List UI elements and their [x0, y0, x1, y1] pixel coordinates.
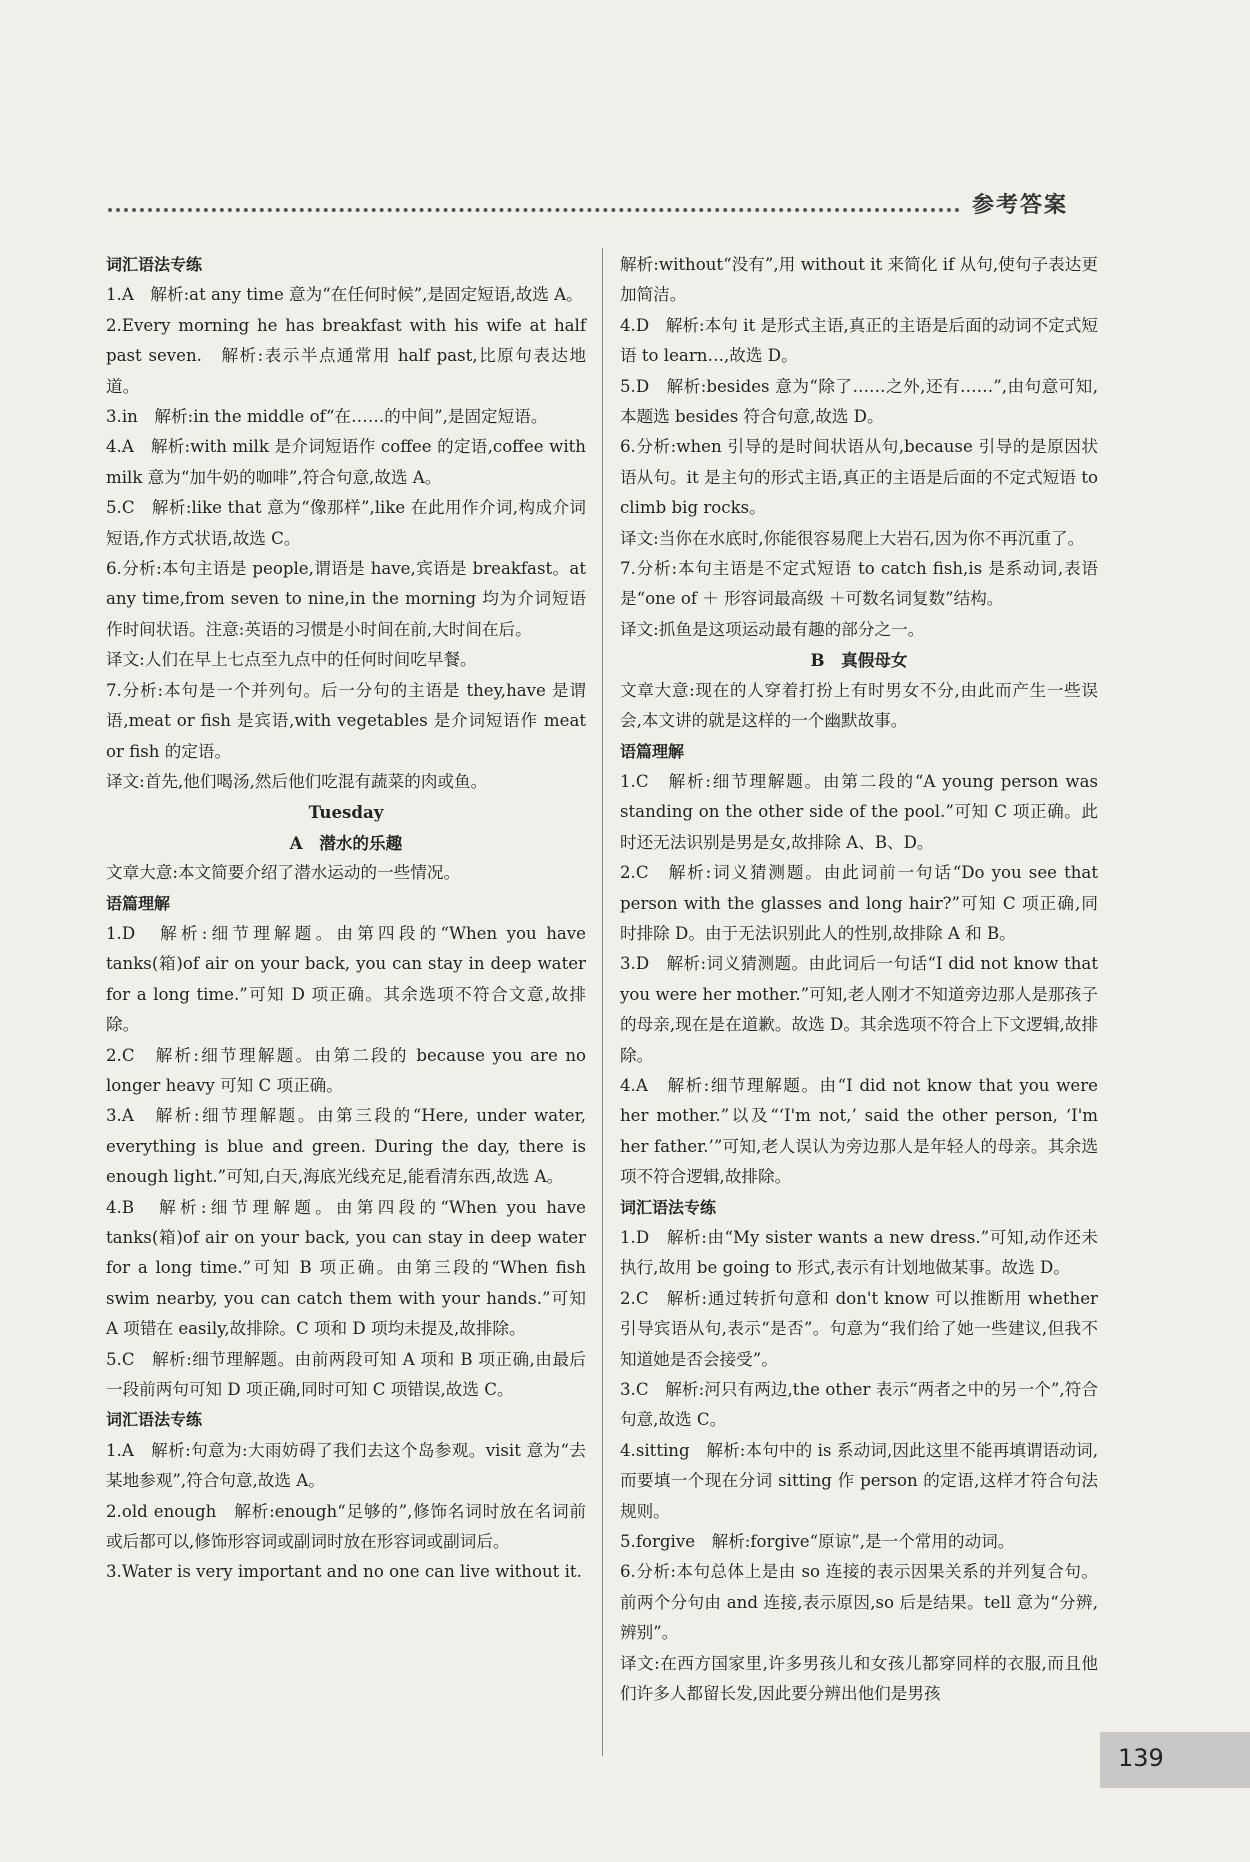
answer-paragraph: 3.in 解析:in the middle of“在……的中间”,是固定短语。: [106, 407, 548, 427]
answer-paragraph: 5.C 解析:细节理解题。由前两段可知 A 项和 B 项正确,由最后一段前两句可知 D 项正确,同时可知 C 项错误,故选 C。: [106, 1349, 586, 1400]
answer-paragraph: 译文:当你在水底时,你能很容易爬上大岩石,因为你不再沉重了。: [620, 528, 1085, 548]
answer-paragraph: 译文:在西方国家里,许多男孩儿和女孩儿都穿同样的衣服,而且他们许多人都留长发,因此要分辨出他们是男孩: [620, 1653, 1098, 1704]
answer-paragraph: 4.B 解析:细节理解题。由第四段的“When you have tanks(箱)of air on your back, you can stay in deep water for a long time.”可知 B 项正确。由第三段的“When fish swim nearby, you can catch them with your hands.”可知 A 项错在 easily,故排除。C 项和 D 项均未提及,故排除。: [106, 1197, 586, 1339]
section-heading: 词汇语法专练: [106, 1410, 203, 1430]
answer-paragraph: 7.分析:本句是一个并列句。后一分句的主语是 they,have 是谓语,meat or fish 是宾语,with vegetables 是介词短语作 meat or fish 的定语。: [106, 680, 586, 761]
page-number-tab: [1100, 1732, 1250, 1788]
answer-paragraph: 译文:首先,他们喝汤,然后他们吃混有蔬菜的肉或鱼。: [106, 771, 488, 791]
answer-paragraph: 5.C 解析:like that 意为“像那样”,like 在此用作介词,构成介词短语,作方式状语,故选 C。: [106, 498, 586, 548]
column-divider: [602, 248, 603, 1756]
section-heading: 词汇语法专练: [106, 255, 203, 274]
answer-paragraph: 译文:人们在早上七点至九点中的任何时间吃早餐。: [106, 650, 477, 670]
answer-paragraph: 3.C 解析:河只有两边,the other 表示“两者之中的另一个”,符合句意,故选 C。: [620, 1380, 1098, 1430]
answer-paragraph: 1.D 解析:由“My sister wants a new dress.”可知,动作还未执行,故用 be going to 形式,表示有计划地做某事。故选 D。: [620, 1228, 1098, 1278]
centered-heading: A 潜水的乐趣: [289, 832, 403, 853]
answer-paragraph: 解析:without“没有”,用 without it 来简化 if 从句,使句子表达更加简洁。: [620, 255, 1098, 305]
answer-paragraph: 6.分析:本句主语是 people,谓语是 have,宾语是 breakfast。at any time,from seven to nine,in the morning 均为介词短语作时间状语。注意:英语的习惯是小时间在前,大时间在后。: [106, 559, 586, 639]
answer-paragraph: 文章大意:本文简要介绍了潜水运动的一些情况。: [106, 863, 461, 883]
answer-paragraph: 译文:抓鱼是这项运动最有趣的部分之一。: [620, 619, 925, 639]
section-heading: 词汇语法专练: [620, 1197, 717, 1217]
section-heading: 语篇理解: [106, 893, 171, 913]
section-heading: 语篇理解: [620, 741, 685, 761]
answer-paragraph: 6.分析:本句总体上是由 so 连接的表示因果关系的并列复合句。前两个分句由 and 连接,表示原因,so 后是结果。tell 意为“分辨,辨别”。: [620, 1562, 1098, 1643]
answer-paragraph: 4.sitting 解析:本句中的 is 系动词,因此这里不能再填谓语动词,而要填一个现在分词 sitting 作 person 的定语,这样才符合句法规则。: [620, 1440, 1098, 1521]
answer-paragraph: 3.Water is very important and no one can live without it.: [106, 1562, 582, 1582]
answer-paragraph: 1.D 解析:细节理解题。由第四段的“When you have tanks(箱)of air on your back, you can stay in deep water for a long time.”可知 D 项正确。其余选项不符合文意,故排除。: [106, 923, 586, 1035]
answer-paragraph: 7.分析:本句主语是不定式短语 to catch fish,is 是系动词,表语是“one of ＋ 形容词最高级 ＋可数名词复数”结构。: [620, 559, 1098, 609]
right-column: [620, 250, 1098, 1710]
answer-paragraph: 1.A 解析:at any time 意为“在任何时候”,是固定短语,故选 A。: [106, 285, 583, 305]
answer-paragraph: 2.Every morning he has breakfast with his wife at half past seven. 解析:表示半点通常用 half past,比原句表达地道。: [106, 315, 586, 396]
answer-paragraph: 文章大意:现在的人穿着打扮上有时男女不分,由此而产生一些误会,本文讲的就是这样的一个幽默故事。: [620, 680, 1098, 731]
answer-paragraph: 3.D 解析:词义猜测题。由此词后一句话“I did not know that you were her mother.”可知,老人刚才不知道旁边那人是那孩子的母亲,现在是在道歉。故选 D。其余选项不符合上下文逻辑,故排除。: [620, 954, 1098, 1065]
answer-paragraph: 1.A 解析:句意为:大雨妨碍了我们去这个岛参观。visit 意为“去某地参观”,符合句意,故选 A。: [106, 1440, 586, 1491]
page-number: 139: [1118, 1744, 1164, 1772]
header-dotted-rule: [108, 208, 960, 212]
left-column: [106, 250, 586, 1588]
answer-paragraph: 2.C 解析:细节理解题。由第二段的 because you are no longer heavy 可知 C 项正确。: [106, 1045, 586, 1095]
answer-paragraph: 5.forgive 解析:forgive“原谅”,是一个常用的动词。: [620, 1532, 1015, 1552]
answer-paragraph: 2.C 解析:词义猜测题。由此词前一句话“Do you see that person with the glasses and long hair?”可知 C 项正确,同时排除 D。由于无法识别此人的性别,故排除 A 和 B。: [620, 863, 1098, 943]
answer-paragraph: 4.A 解析:with milk 是介词短语作 coffee 的定语,coffee with milk 意为“加牛奶的咖啡”,符合句意,故选 A。: [106, 437, 586, 487]
answer-paragraph: 3.A 解析:细节理解题。由第三段的“Here, under water, everything is blue and green. During the day, there is enough light.”可知,白天,海底光线充足,能看清东西,故选 A。: [106, 1106, 586, 1187]
answer-paragraph: 1.C 解析:细节理解题。由第二段的“A young person was standing on the other side of the pool.”可知 C 项正确。此时还无法识别是男是女,故排除 A、B、D。: [620, 771, 1098, 852]
header-title: 参考答案: [972, 193, 1069, 218]
answer-paragraph: 4.A 解析:细节理解题。由“I did not know that you were her mother.”以及“‘I'm not,’ said the other person, ‘I'm her father.’”可知,老人误认为旁边那人是年轻人的母亲。其余选项不符合逻辑,故排除。: [620, 1075, 1098, 1187]
answer-paragraph: 4.D 解析:本句 it 是形式主语,真正的主语是后面的动词不定式短语 to learn…,故选 D。: [620, 315, 1098, 366]
answer-paragraph: 5.D 解析:besides 意为“除了……之外,还有……”,由句意可知,本题选 besides 符合句意,故选 D。: [620, 376, 1098, 427]
answer-paragraph: 2.C 解析:通过转折句意和 don't know 可以推断用 whether 引导宾语从句,表示“是否”。句意为“我们给了她一些建议,但我不知道她是否会接受”。: [620, 1288, 1098, 1369]
answer-paragraph: 2.old enough 解析:enough“足够的”,修饰名词时放在名词前或后都可以,修饰形容词或副词时放在形容词或副词后。: [106, 1501, 586, 1552]
centered-heading: B 真假母女: [810, 650, 908, 671]
answer-paragraph: 6.分析:when 引导的是时间状语从句,because 引导的是原因状语从句。it 是主句的形式主语,真正的主语是后面的不定式短语 to climb big rocks。: [620, 437, 1098, 518]
centered-heading: Tuesday: [308, 802, 384, 823]
